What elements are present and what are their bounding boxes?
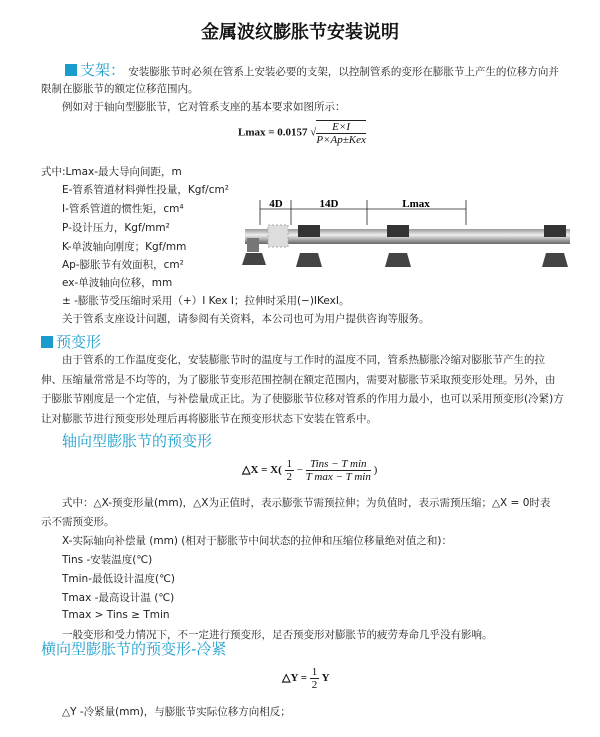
square-bullet-icon: [41, 336, 53, 348]
formula-half-denominator: 2: [286, 471, 293, 483]
legend-item: Ap-膨胀节有效面积，cm²: [62, 259, 184, 271]
formula-lhs: △Y =: [282, 672, 308, 685]
paragraph-line: 于膨胀节刚度是一个定值，与补偿量成正比。为了使膨胀节位移对管系的作用力最小，也可以采用预变形(冷紧)方: [41, 393, 564, 405]
note-line: Tmin-最低设计温度(℃): [62, 573, 175, 585]
paragraph-line: 由于管系的工作温度变化，安装膨胀节时的温度与工作时的温度不同，管系热膨胀冷缩对膨胀节产生的拉: [62, 354, 545, 366]
support-intro-cont: 限制在膨胀节的额定位移范围内。: [41, 83, 199, 95]
note-line: 式中：△X-预变形量(mm)，△X为正值时，表示膨张节需预拉伸；为负值时，表示需预压缩；△X = 0时表: [62, 497, 551, 509]
pipe-support-diagram: [240, 195, 575, 285]
square-bullet-icon: [65, 64, 77, 76]
formula-half-denominator: 2: [311, 679, 318, 691]
formula-lhs: △X = X(: [242, 464, 282, 477]
formula-denominator: T max − T min: [305, 471, 371, 483]
legend-item: 式中:Lmax-最大导向间距，m: [41, 166, 182, 178]
dim-4d: 4D: [269, 198, 283, 210]
legend-item: E-管系管道材料弹性投量，Kgf/cm²: [62, 184, 229, 196]
formula-denominator: P×Ap±Kex: [316, 134, 366, 146]
formula-rhs: Y: [321, 672, 330, 685]
axial-formula: [242, 458, 377, 483]
note-line: 一般变形和受力情况下，不一定进行预变形，足否预变形对膨胀节的疲劳寿命几乎没有影响。: [62, 629, 493, 641]
dim-14d: 14D: [319, 198, 339, 210]
legend-item: K-单波轴向刚度；Kgf/mm: [62, 241, 187, 253]
note-line: 示不需预变形。: [41, 516, 115, 528]
formula-close: ): [373, 464, 378, 477]
support-intro: 安装膨胀节时必须在管系上安装必要的支架，以控制管系的变形在膨胀节上产生的位移方向并: [128, 66, 559, 78]
formula-half-numerator: 1: [311, 666, 318, 678]
lateral-note: △Y -冷紧量(mm)，与膨胀节实际位移方向相反；: [62, 706, 291, 718]
note-line: X-实际轴向补偿量 (mm) (相对于膨胀节中间状态的拉伸和压缩位移量绝对值之和)：: [62, 535, 452, 547]
legend-item: ex-单波轴向位移，mm: [62, 277, 173, 289]
predeform-heading-line: [41, 331, 101, 352]
note-line: Tmax > Tins ≥ Tmin: [62, 609, 170, 621]
legend-item: I-管系管道的惯性矩，cm⁴: [62, 203, 184, 215]
formula-numerator: Tins − T min: [306, 458, 371, 471]
page-title: 金属波纹膨胀节安装说明: [201, 22, 399, 43]
lateral-heading: 横向型膨胀节的预变形-冷紧: [41, 640, 227, 658]
bellows: [268, 225, 288, 247]
formula-numerator: E×I: [316, 121, 366, 134]
support-heading: 支架：: [80, 61, 126, 79]
formula-lhs: Lmax = 0.0157: [238, 126, 308, 139]
predeform-heading: 预变形: [56, 333, 102, 351]
formula-minus: −: [296, 464, 303, 477]
support-example: 例如对于轴向型膨胀节，它对管系支座的基本要求如图所示：: [62, 101, 346, 113]
axial-heading: 轴向型膨胀节的预变形: [62, 432, 213, 450]
legend-item: P-设计压力，Kgf/mm²: [62, 222, 170, 234]
support-heading-line: [65, 59, 559, 80]
dim-lmax: Lmax: [402, 198, 430, 210]
paragraph-line: 伸、压缩量常常是不均等的，为了膨胀节变形范围控制在额定范围内，需要对膨胀节采取预变形处理。另外，由: [41, 374, 556, 386]
lmax-formula: Lmax = 0.0157 √ $\frac{E\times I}{\text{P×Ap±Kex}}$: [238, 121, 366, 146]
legend-item: ± -膨胀节受压缩时采用（+）I Kex I；拉伸时采用(−)IKexI。: [62, 295, 350, 307]
note-line: Tmax -最高设计温 (℃): [62, 592, 175, 604]
formula-half-numerator: 1: [286, 458, 293, 470]
lateral-formula: [282, 666, 330, 691]
legend-item: 关于管系支座设计问题，请参阅有关资料，本公司也可为用户提供咨询等服务。: [62, 313, 430, 325]
note-line: Tins -安装温度(℃): [62, 554, 153, 566]
paragraph-line: 让对膨胀节进行预变形处理后再将膨胀节在预变形状态下安装在管系中。: [41, 413, 377, 425]
